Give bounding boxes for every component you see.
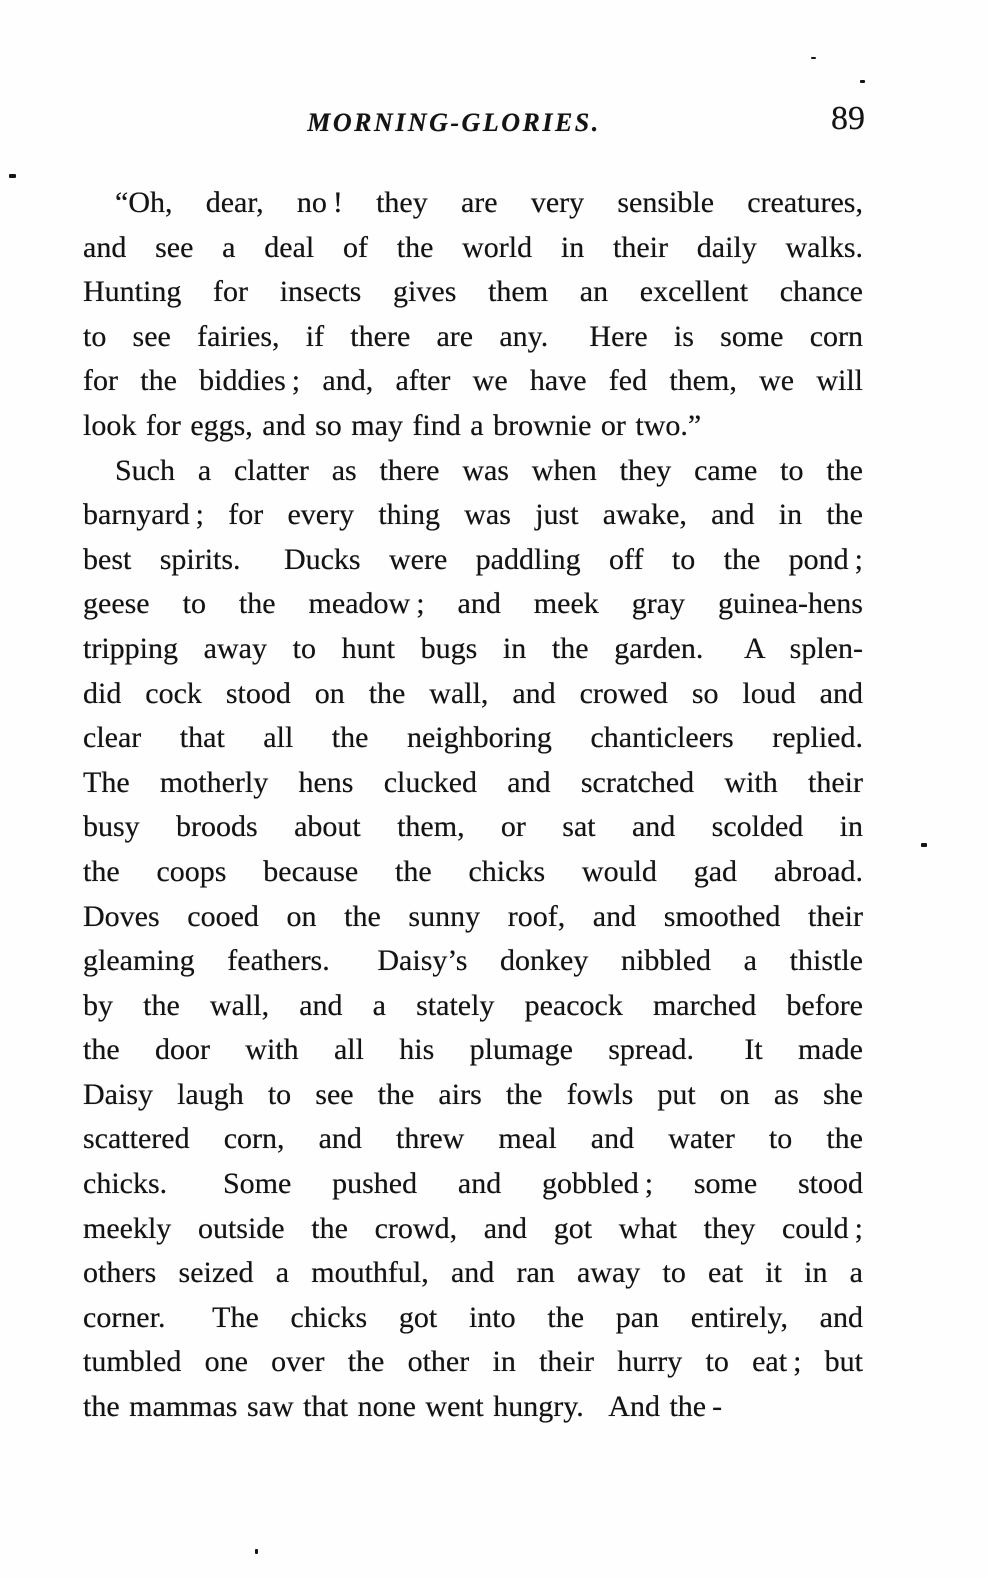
- text-line: clear that all the neighboring chanticleers replied.: [83, 721, 863, 755]
- text-line: The motherly hens clucked and scratched with their: [83, 765, 863, 799]
- text-line: Daisy laugh to see the airs the fowls put on as she: [83, 1077, 863, 1111]
- text-line: geese to the meadow ; and meek gray guinea-hens: [83, 587, 863, 621]
- text-line: and see a deal of the world in their daily walks.: [83, 230, 863, 264]
- scan-speck: [860, 80, 865, 83]
- text-line: corner. The chicks got into the pan entirely, and: [83, 1300, 863, 1334]
- text-line: meekly outside the crowd, and got what they could ;: [83, 1211, 863, 1245]
- text-line: look for eggs, and so may find a brownie or two.”: [83, 408, 702, 442]
- text-line: by the wall, and a stately peacock marched before: [83, 988, 863, 1022]
- text-line: busy broods about them, or sat and scolded in: [83, 810, 863, 844]
- text-line: did cock stood on the wall, and crowed so loud and: [83, 676, 863, 710]
- text-line: scattered corn, and threw meal and water to the: [83, 1122, 863, 1156]
- text-line: Such a clatter as there was when they came to the: [115, 453, 863, 487]
- text-line: others seized a mouthful, and ran away to eat it in a: [83, 1256, 863, 1290]
- text-line: the mammas saw that none went hungry. And the -: [83, 1390, 723, 1424]
- text-line: the coops because the chicks would gad abroad.: [83, 854, 863, 888]
- text-line: best spirits. Ducks were paddling off to the pond ;: [83, 542, 863, 576]
- text-line: Hunting for insects gives them an excellent chance: [83, 275, 863, 309]
- page-body: [83, 181, 863, 1430]
- running-header-title: MORNING-GLORIES.: [307, 108, 601, 137]
- text-line: tumbled one over the other in their hurry to eat ; but: [83, 1345, 863, 1379]
- text-line: “Oh, dear, no ! they are very sensible creatures,: [115, 186, 863, 219]
- text-line: to see fairies, if there are any. Here is some corn: [83, 319, 863, 353]
- text-line: for the biddies ; and, after we have fed them, we will: [83, 364, 863, 398]
- running-header: [83, 100, 865, 150]
- text-line: chicks. Some pushed and gobbled ; some stood: [83, 1167, 863, 1201]
- text-line: Doves cooed on the sunny roof, and smoothed their: [83, 899, 863, 933]
- text-line: the door with all his plumage spread. It made: [83, 1033, 863, 1067]
- scan-speck: [921, 843, 927, 847]
- text-line: tripping away to hunt bugs in the garden. A splen-: [83, 631, 863, 665]
- scan-speck: [255, 1549, 258, 1554]
- page-number: 89: [831, 100, 865, 137]
- text-line: gleaming feathers. Daisy’s donkey nibbled a thistle: [83, 944, 863, 978]
- scan-speck: [9, 174, 16, 178]
- text-line: barnyard ; for every thing was just awake, and in the: [83, 498, 863, 532]
- scan-speck: [811, 57, 816, 59]
